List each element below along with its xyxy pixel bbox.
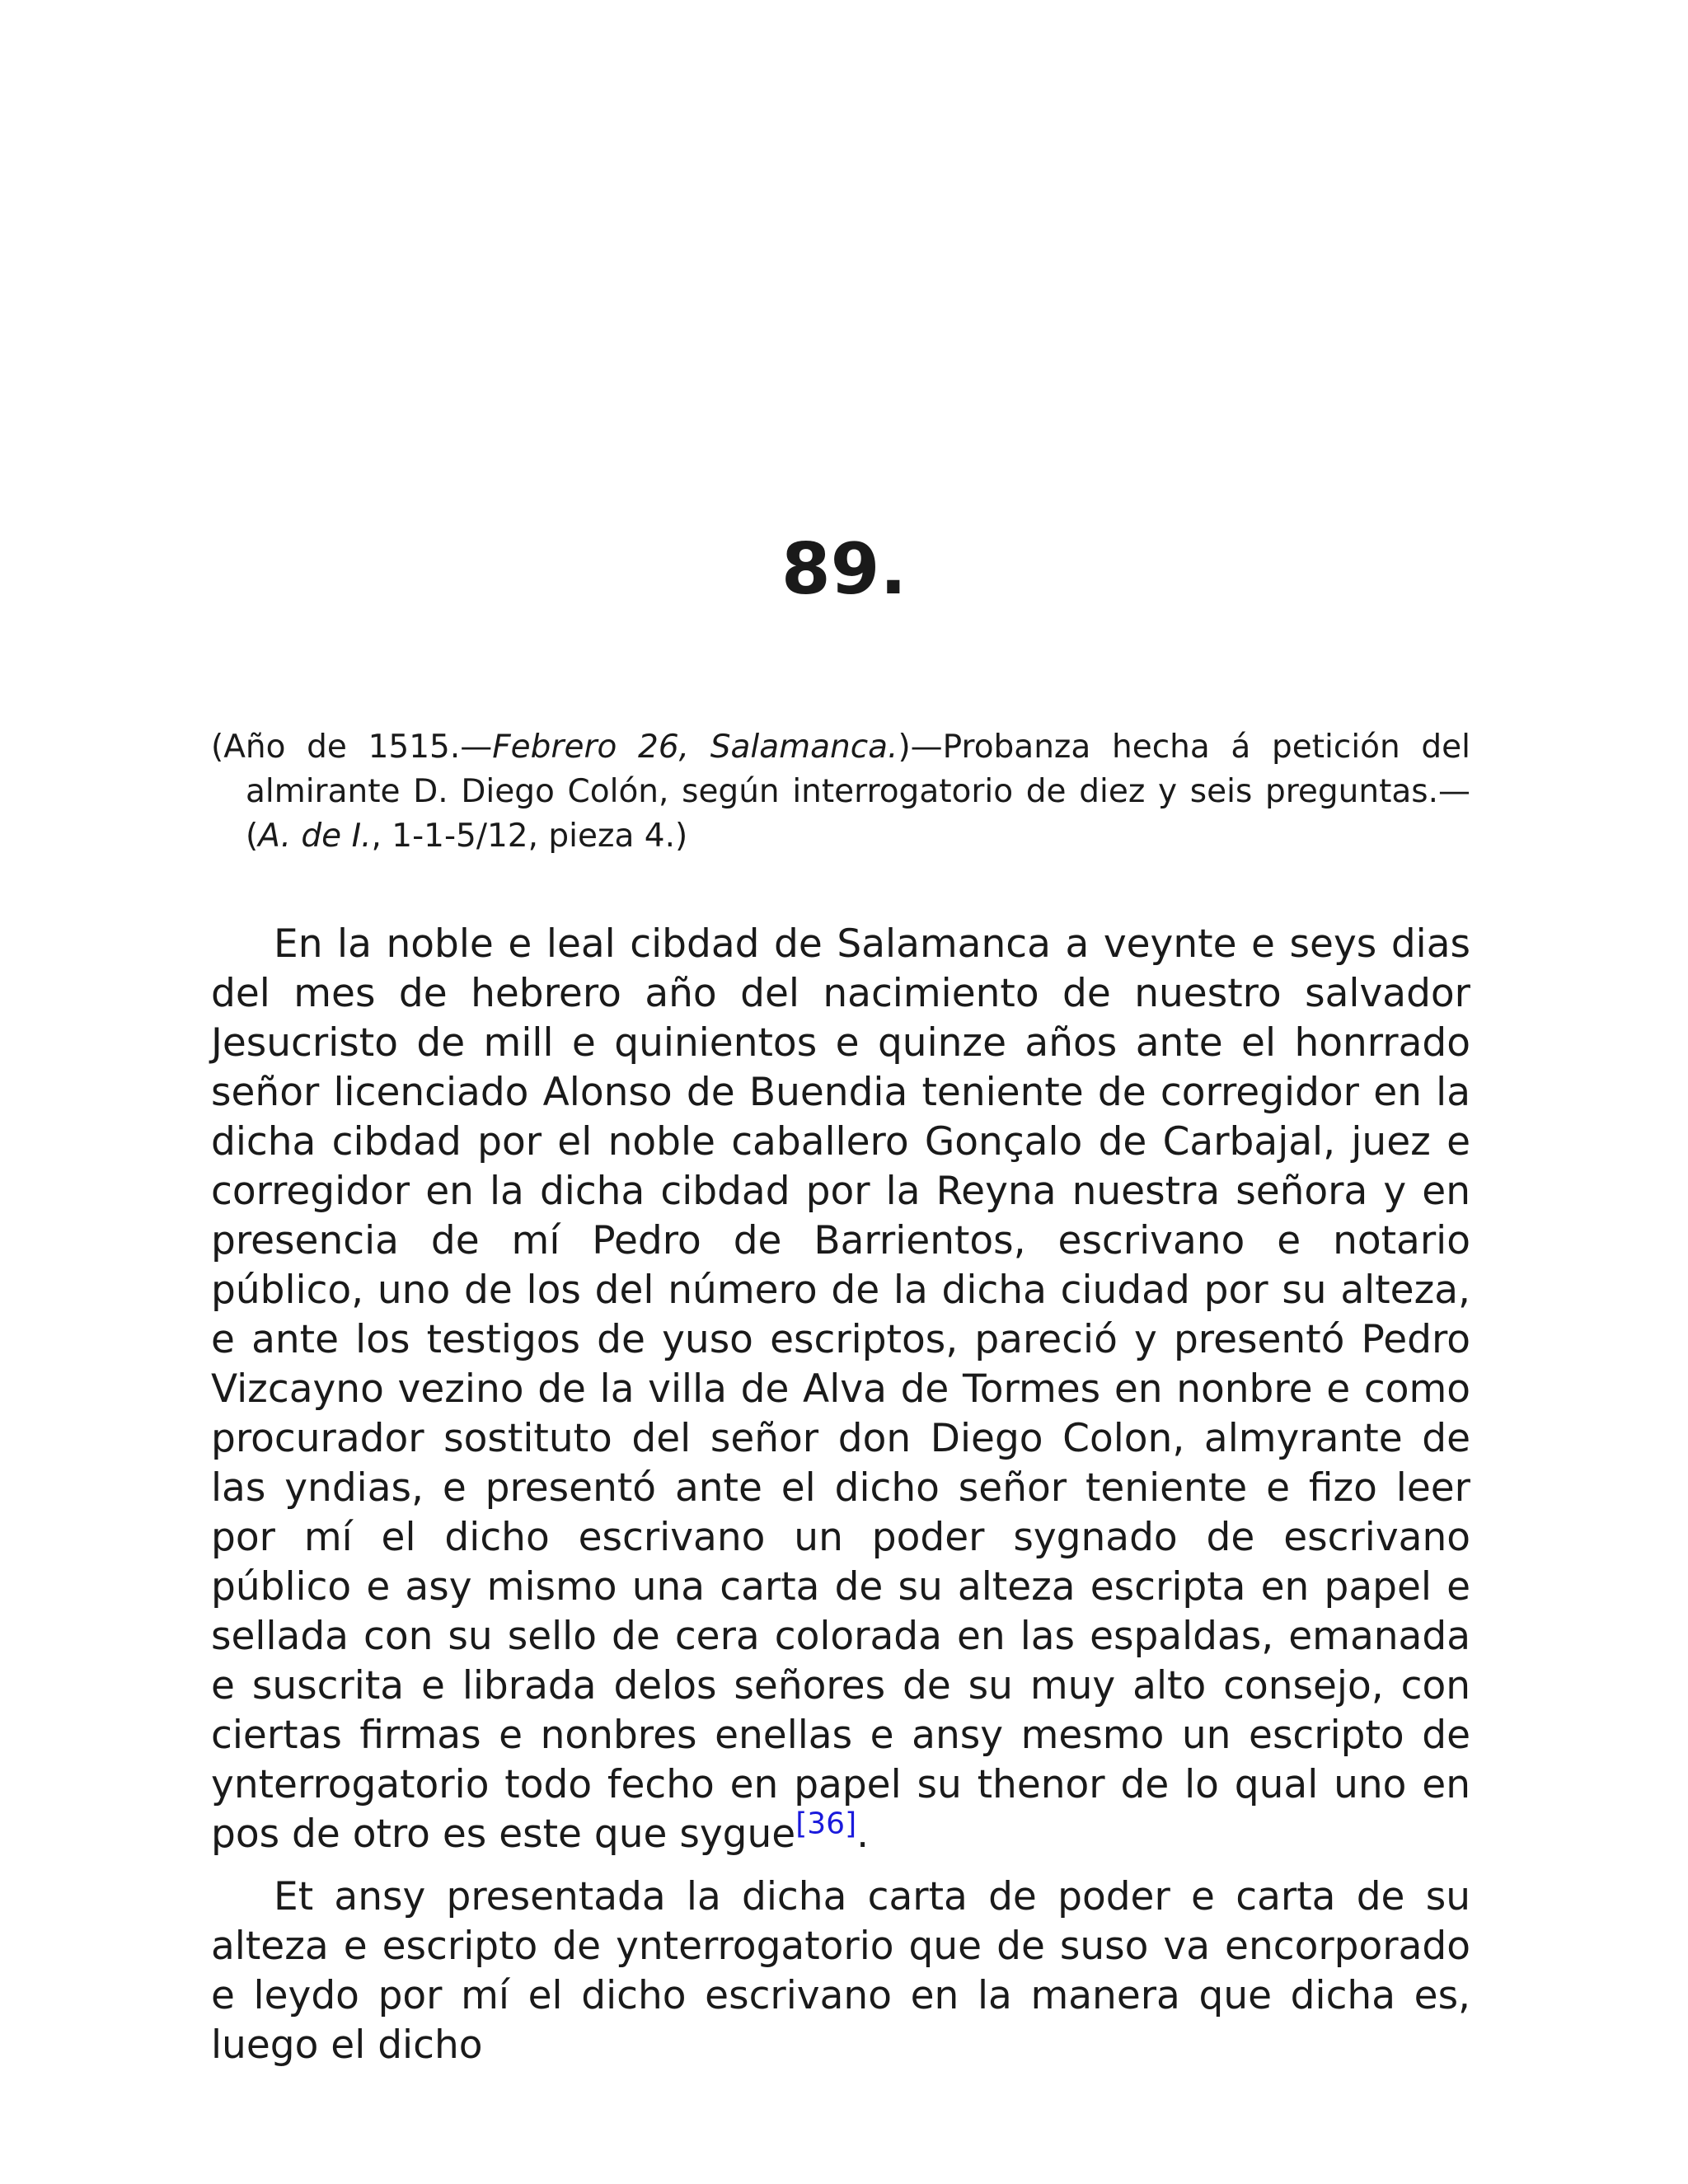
summary-date-place: Febrero 26, Salamanca. [492,729,898,766]
summary-suffix: , 1-1-5/12, pieza 4.) [371,818,688,855]
document-body [211,920,1470,2083]
document-summary [211,725,1470,859]
paragraph-1-text: En la noble e leal cibdad de Salamanca a veynte e seys dias del mes de hebrero año del nacimiento de nuestro salvador Jesucristo de mill e quinientos e quinze años ante el honrrado señor licenciado Alonso de Buendia teniente de corregidor en la dicha cibdad por el noble caballero Gonçalo de Carbajal, juez e corregidor en la dicha cibdad por la Reyna nuestra señora y en presencia de mí Pedro de Barrientos, escrivano e notario público, uno de los del número de la dicha ciudad por su alteza, e ante los testigos de yuso escriptos, pareció y presentó Pedro Vizcayno vezino de la villa de Alva de Tormes en nonbre e como procurador sostituto del señor don Diego Colon, almyrante de las yndias, e presentó ante el dicho señor teniente e fizo leer por mí el dicho escrivano un poder sygnado de escrivano público e asy mismo una carta de su alteza escripta en papel e sellada con su sello de cera colorada en las espaldas, emanada e suscrita e librada delos señores de su muy alto consejo, con ciertas firmas e nonbres enellas e ansy mesmo un escripto de ynterrogatorio todo fecho en papel su thenor de lo qual uno en pos de otro es este que sygue [211,921,1470,1857]
summary-prefix: (Año de 1515.— [211,729,493,766]
document-number: 89. [781,528,907,611]
paragraph-1-end: . [856,1811,870,1857]
summary-middle: )—Probanza hecha á petición del almirante D. Diego Colón, según interrogatorio de diez y seis preguntas.—( [246,729,1470,855]
footnote-link-36[interactable]: [36] [795,1807,857,1841]
paragraph-1 [211,920,1470,1859]
summary-source: A. de I. [258,818,372,855]
paragraph-2 [211,1872,1470,2070]
paragraph-2-text: Et ansy presentada la dicha carta de poder e carta de su alteza e escripto de ynterrogatorio que de suso va encorporado e leydo por mí el dicho escrivano en la manera que dicha es, luego el dicho [211,1874,1470,2068]
